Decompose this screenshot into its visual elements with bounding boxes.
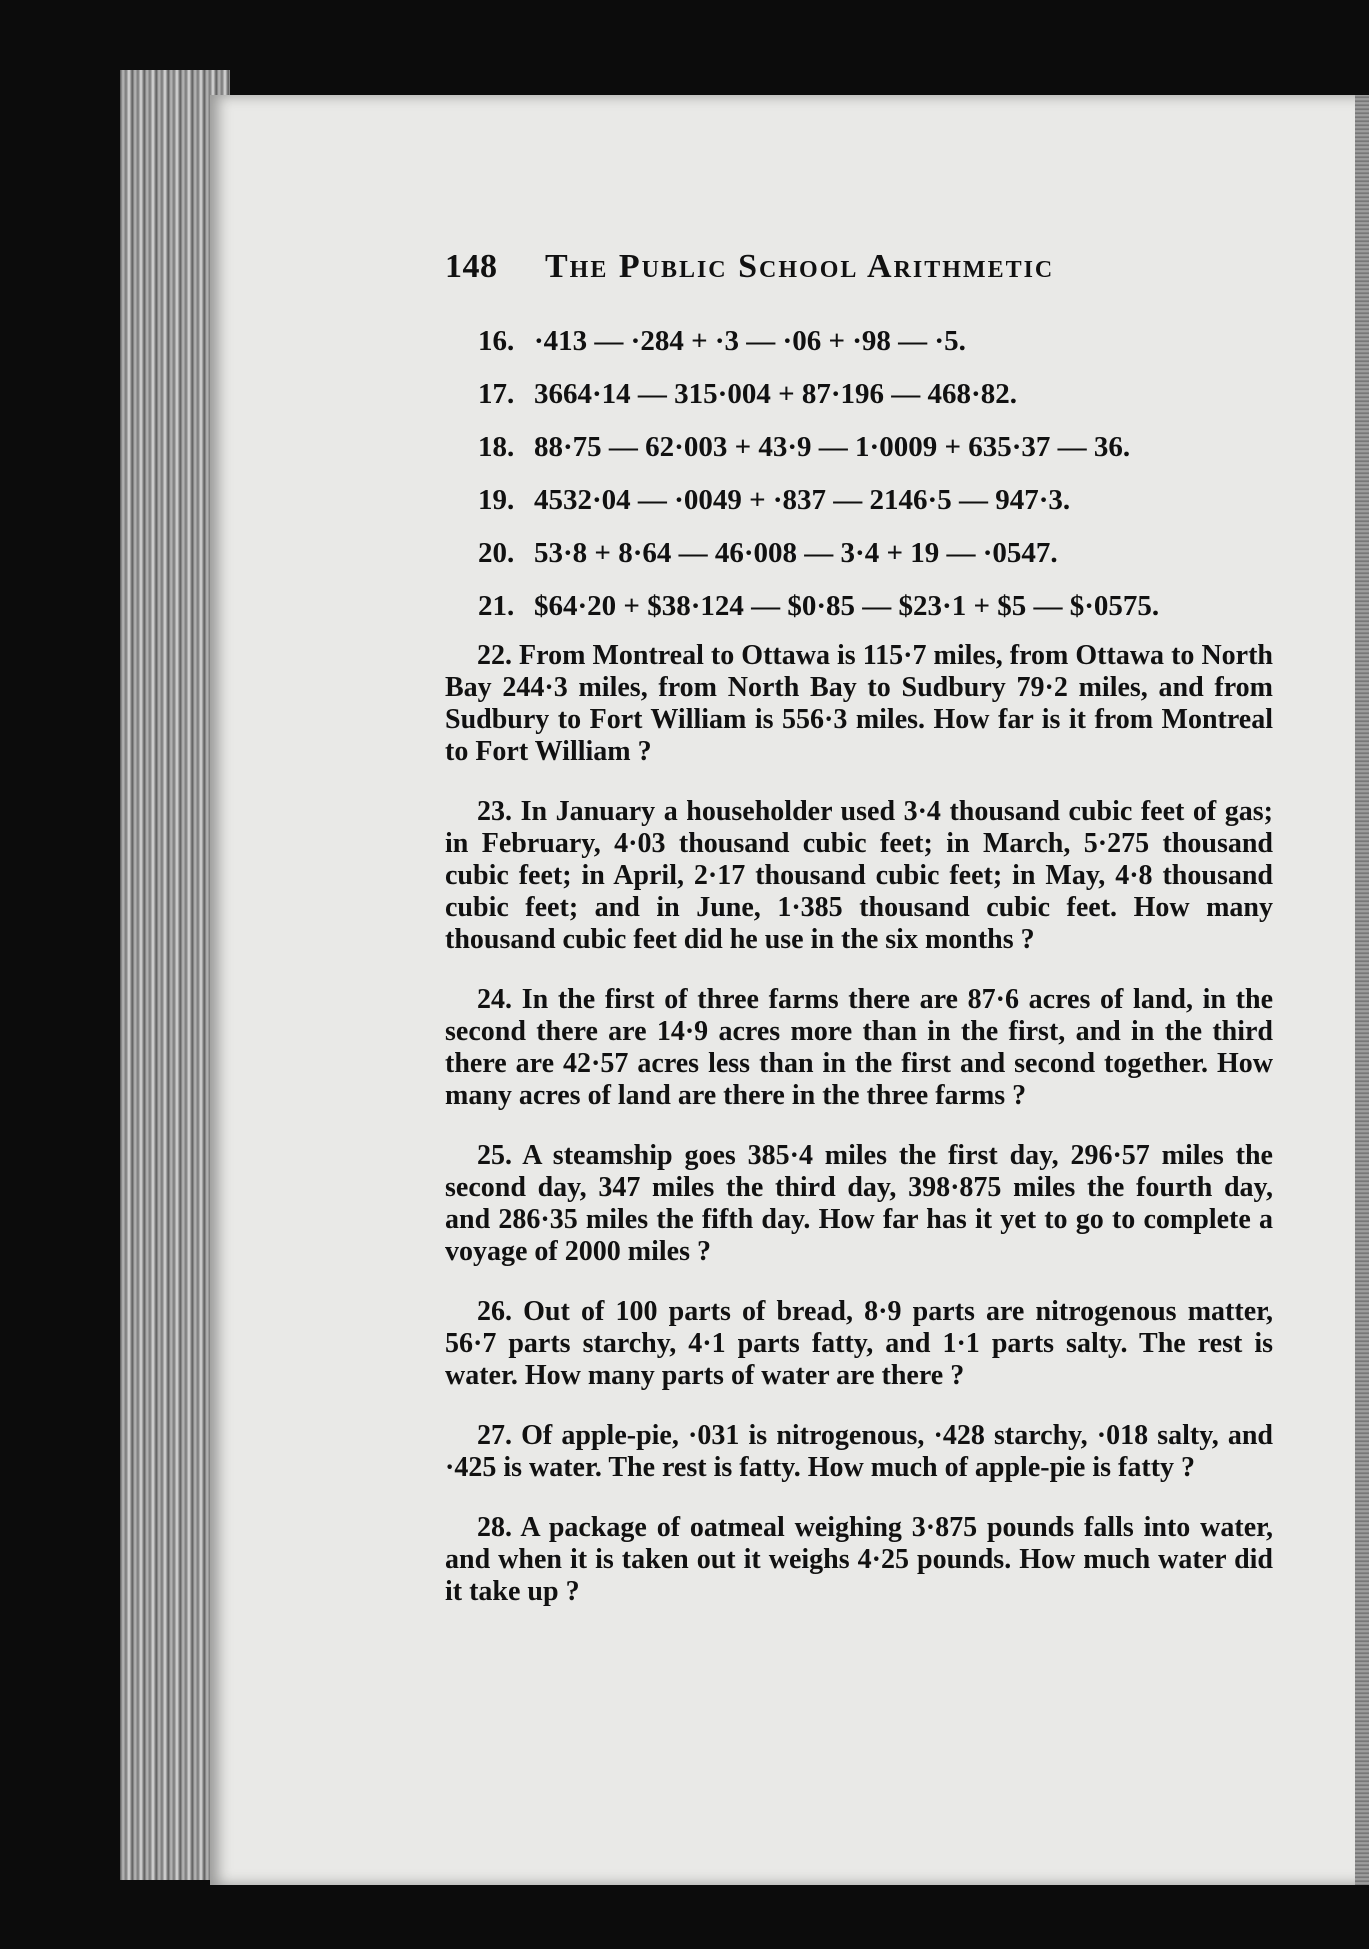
equation-item bbox=[478, 421, 1278, 474]
word-problem-list bbox=[445, 612, 1273, 1632]
equation-item bbox=[478, 527, 1278, 580]
item-number: 18. bbox=[478, 431, 515, 463]
equation-text: 88·75 — 62·003 + 43·9 — 1·0009 + 635·37 — 36. bbox=[534, 431, 1131, 463]
item-number: 26. bbox=[477, 1296, 512, 1327]
equation-list bbox=[478, 315, 1278, 633]
equation-item bbox=[478, 368, 1278, 421]
page-number: 148 bbox=[445, 248, 498, 285]
item-number: 17. bbox=[478, 378, 515, 410]
item-number: 19. bbox=[478, 484, 515, 516]
problem-text: Of apple-pie, ·031 is nitrogenous, ·428 starchy, ·018 salty, and ·425 is water. The rest is fatty. How much of apple-pie is fatty ? bbox=[445, 1420, 1274, 1483]
problem-text: From Montreal to Ottawa is 115·7 miles, from Ottawa to North Bay 244·3 miles, from North Bay to Sudbury 79·2 miles, and from Sudbury to Fort William is 556·3 miles. How far is it from Montreal to Fort William ? bbox=[445, 640, 1273, 767]
word-problem bbox=[445, 984, 1273, 1112]
book-title: The Public School Arithmetic bbox=[545, 248, 1055, 285]
equation-text: ·413 — ·284 + ·3 — ·06 + ·98 — ·5. bbox=[534, 325, 966, 357]
running-header bbox=[445, 248, 1145, 286]
word-problem bbox=[445, 1420, 1273, 1484]
item-number: 23. bbox=[477, 796, 512, 827]
equation-text: 53·8 + 8·64 — 46·008 — 3·4 + 19 — ·0547. bbox=[534, 537, 1058, 569]
problem-text: A package of oatmeal weighing 3·875 pounds falls into water, and when it is taken out it weighs 4·25 pounds. How much water did it take up ? bbox=[445, 1512, 1273, 1607]
item-number: 20. bbox=[478, 537, 515, 569]
word-problem bbox=[445, 1140, 1273, 1268]
page-edge bbox=[1355, 95, 1369, 1885]
equation-text: 3664·14 — 315·004 + 87·196 — 468·82. bbox=[534, 378, 1017, 410]
equation-item bbox=[478, 315, 1278, 368]
item-number: 16. bbox=[478, 325, 515, 357]
problem-text: A steamship goes 385·4 miles the first day, 296·57 miles the second day, 347 miles the third day, 398·875 miles the fourth day, and 286·35 miles the fifth day. How far has it yet to go to complete a voyage of 2000 miles ? bbox=[445, 1140, 1273, 1267]
equation-text: $64·20 + $38·124 — $0·85 — $23·1 + $5 — $·0575. bbox=[534, 590, 1160, 622]
equation-item bbox=[478, 474, 1278, 527]
item-number: 27. bbox=[477, 1420, 512, 1451]
item-number: 22. bbox=[477, 640, 512, 671]
problem-text: In January a householder used 3·4 thousand cubic feet of gas; in February, 4·03 thousand cubic feet; in March, 5·275 thousand cubic feet; in April, 2·17 thousand cubic feet; in May, 4·8 thousand cubic feet; and in June, 1·385 thousand cubic feet. How many thousand cubic feet did he use in the six months ? bbox=[445, 796, 1274, 955]
equation-text: 4532·04 — ·0049 + ·837 — 2146·5 — 947·3. bbox=[534, 484, 1071, 516]
word-problem bbox=[445, 796, 1273, 956]
word-problem bbox=[445, 1512, 1273, 1608]
item-number: 24. bbox=[477, 984, 512, 1015]
item-number: 25. bbox=[477, 1140, 512, 1171]
problem-text: In the first of three farms there are 87·6 acres of land, in the second there are 14·9 acres more than in the first, and in the third there are 42·57 acres less than in the first and second together. How many acres of land are there in the three farms ? bbox=[445, 984, 1273, 1111]
word-problem bbox=[445, 1296, 1273, 1392]
word-problem bbox=[445, 640, 1273, 768]
item-number: 21. bbox=[478, 590, 515, 622]
problem-text: Out of 100 parts of bread, 8·9 parts are nitrogenous matter, 56·7 parts starchy, 4·1 parts fatty, and 1·1 parts salty. The rest is water. How many parts of water are there ? bbox=[445, 1296, 1273, 1391]
item-number: 28. bbox=[477, 1512, 512, 1543]
